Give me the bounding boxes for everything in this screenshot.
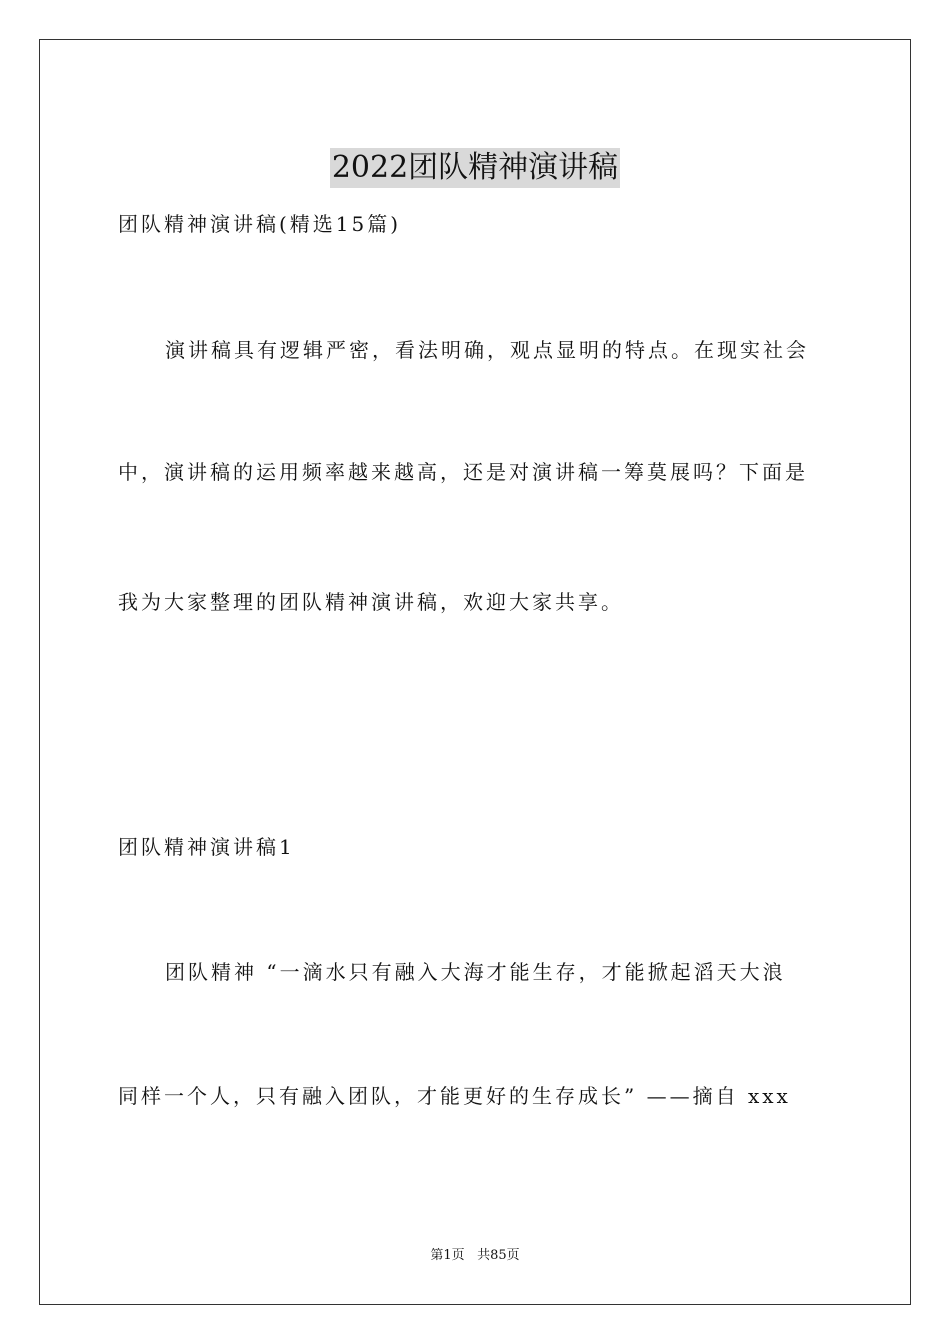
document-title: 2022团队精神演讲稿 (330, 148, 620, 188)
page-footer (0, 1247, 950, 1265)
section-heading: 团队精神演讲稿1 (118, 835, 295, 859)
document-subtitle: 团队精神演讲稿(精选15篇) (118, 212, 402, 236)
intro-line-3: 我为大家整理的团队精神演讲稿，欢迎大家共享。 (118, 590, 624, 614)
title-container (0, 128, 950, 208)
body-line-1: 团队精神 “一滴水只有融入大海才能生存，才能掀起滔天大浪 (165, 960, 786, 984)
body-line-2: 同样一个人，只有融入团队，才能更好的生存成长” ——摘自 xxx (118, 1084, 791, 1108)
page-total: 共85页 (477, 1248, 520, 1263)
intro-line-1: 演讲稿具有逻辑严密，看法明确，观点显明的特点。在现实社会 (165, 338, 809, 362)
page-number: 第1页 (430, 1248, 465, 1263)
intro-line-2: 中，演讲稿的运用频率越来越高，还是对演讲稿一筹莫展吗？下面是 (118, 460, 808, 484)
